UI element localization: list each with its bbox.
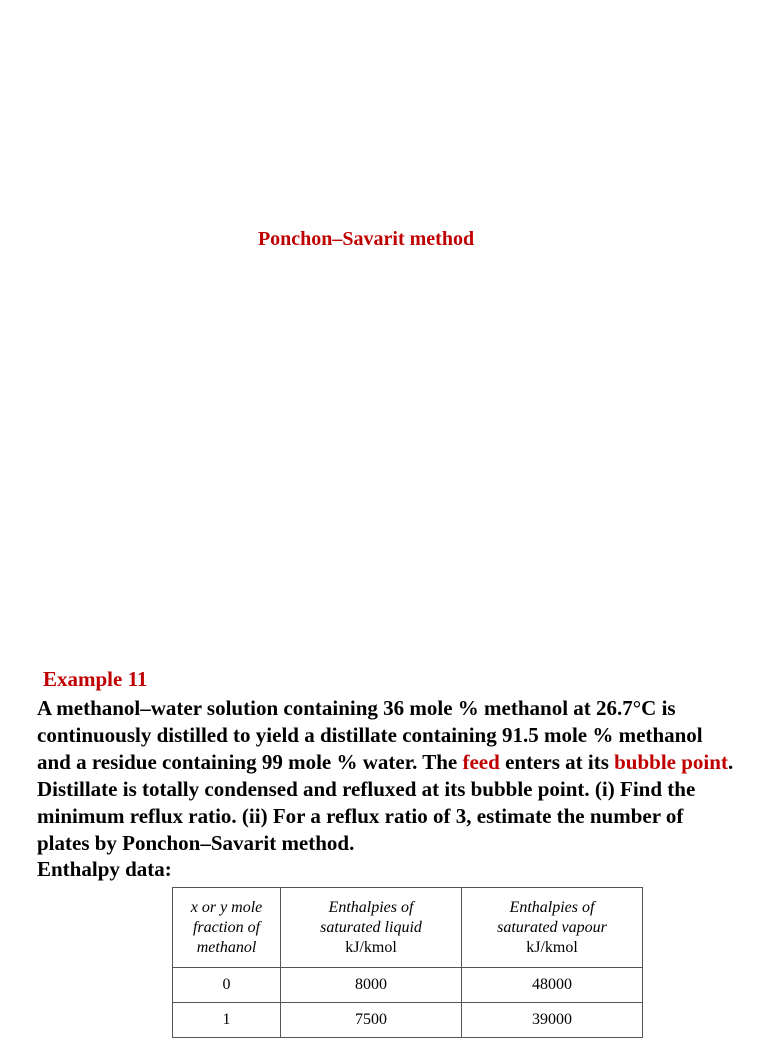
header-line: Enthalpies of [509,898,595,916]
table-row [173,1003,643,1038]
page-title: Ponchon–Savarit method [257,228,475,250]
table-cell: 48000 [462,968,643,1003]
table-row [173,968,643,1003]
problem-statement [37,695,737,857]
highlight-bubble-point: bubble point [614,750,728,774]
header-unit: kJ/kmol [345,938,397,956]
highlight-feed: feed [462,750,500,774]
column-header-liquid-enthalpy [281,888,462,968]
table-cell: 7500 [281,1003,462,1038]
example-heading: Example 11 [43,667,148,691]
problem-text-part-1: A methanol–water solution containing 36 mole % methanol at 26.7°C is continuously distilled to yield a distillate containing 91.5 mole % methanol and a residue containing 99 mole % water. The [37,696,703,774]
table-cell: 0 [173,968,281,1003]
column-header-mole-fraction [173,888,281,968]
column-header-vapour-enthalpy [462,888,643,968]
table-cell: 39000 [462,1003,643,1038]
problem-text-part-3: . Distillate is totally condensed and refluxed at its bubble point. (i) Find the minimum reflux ratio. (ii) For a reflux ratio of 3, estimate the number of plates by Ponchon–Savarit method. [37,750,734,855]
header-line: methanol [196,938,257,956]
header-line: saturated liquid [320,918,422,936]
header-line: Enthalpies of [328,898,414,916]
header-line: x or y mole [190,898,263,916]
enthalpy-data-label: Enthalpy data: [37,857,172,881]
header-line: fraction of [192,918,261,936]
table-cell: 8000 [281,968,462,1003]
header-unit: kJ/kmol [526,938,578,956]
enthalpy-table [172,887,643,1038]
header-line: saturated vapour [497,918,607,936]
table-header-row [173,888,643,968]
problem-text-part-2: enters at its [499,750,615,774]
table-cell: 1 [173,1003,281,1038]
